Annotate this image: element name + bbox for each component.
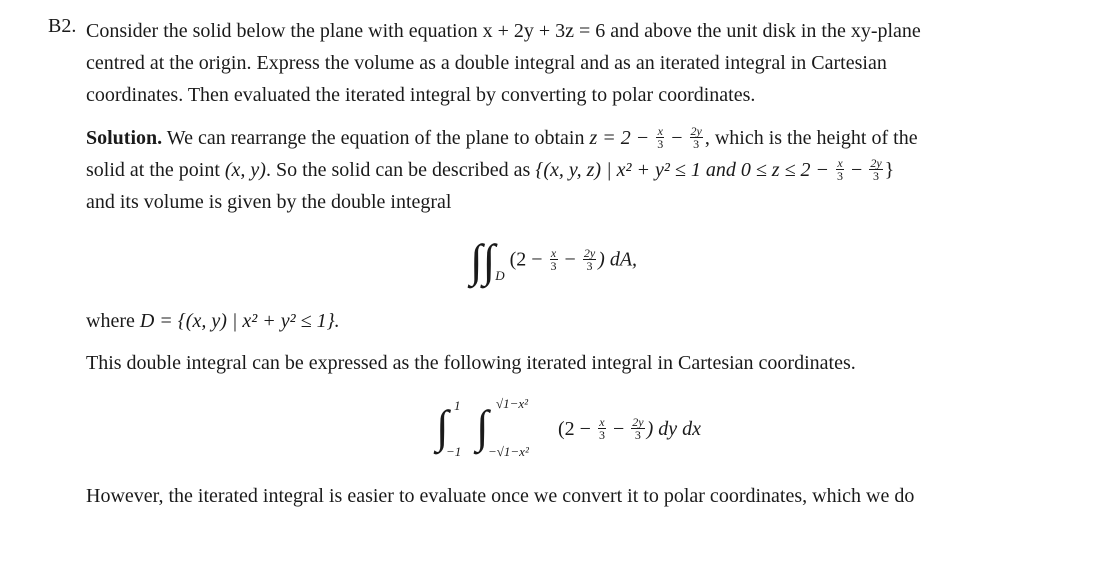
inner-lower-limit: −√1−x² — [488, 444, 529, 459]
solution-line-3: and its volume is given by the double integral — [86, 191, 452, 213]
double-integral-sign: ∫∫ — [470, 235, 496, 286]
outer-upper-limit: 1 — [454, 398, 461, 413]
fraction-2y-over-3: $\frac{2y}{3}$ — [690, 123, 702, 151]
solution-text-2b: . So the solid can be described as — [265, 159, 531, 181]
problem-line-2: centred at the origin. Express the volume as a double integral and as an iterated integral in Cartesian — [86, 52, 887, 74]
integrand-close-dA: ) dA, — [598, 248, 638, 271]
problem-line-1: Consider the solid below the plane with equation x + 2y + 3z = 6 and above the unit disk in the xy-plane — [86, 20, 921, 42]
iterated-integrand — [558, 415, 701, 443]
solution-text-2a: solid at the point — [86, 159, 220, 181]
solution-heading: Solution. — [86, 127, 163, 149]
iterated-minus: − — [612, 418, 625, 441]
problem-label: B2. — [48, 15, 77, 37]
fraction-x-over-3-set: $\frac{x}{3}$ — [837, 155, 844, 183]
solution-text-1a: We can rearrange the equation of the plane to obtain — [166, 127, 585, 149]
integrand-fraction-x: $\frac{x}{3}$ — [550, 245, 557, 273]
domain-expression: D = {(x, y) | x² + y² ≤ 1}. — [139, 310, 340, 332]
problem-line-3: coordinates. Then evaluated the iterated integral by converting to polar coordinates. — [86, 84, 756, 106]
iterated-integrand-open: (2 − — [558, 418, 591, 441]
inner-integral-sign: ∫ — [476, 401, 489, 452]
minus-sign: − — [671, 127, 683, 149]
iterated-integral-display — [436, 396, 756, 464]
solid-set-expression: {(x, y, z) | x² + y² ≤ 1 and 0 ≤ z ≤ 2 − — [535, 159, 830, 181]
domain-definition — [86, 305, 1082, 337]
where-text: where — [86, 310, 135, 332]
solution-paragraph — [86, 122, 1082, 218]
minus-sign-set: − — [851, 159, 863, 181]
set-close-brace: } — [884, 159, 895, 181]
closing-paragraph: However, the iterated integral is easier to evaluate once we convert it to polar coordinates, which we do — [86, 485, 915, 507]
solution-text-1b: , which is the height of the — [704, 127, 918, 149]
inner-upper-limit: √1−x² — [496, 396, 529, 411]
solution-line-1 — [86, 122, 1082, 154]
integrand-minus: − — [564, 248, 576, 271]
double-integral-display — [470, 235, 638, 286]
z-expression: z = 2 − — [589, 127, 650, 149]
iterated-intro: This double integral can be expressed as the following iterated integral in Cartesian coordinates. — [86, 352, 856, 374]
fraction-2y-over-3-set: $\frac{2y}{3}$ — [870, 155, 882, 183]
fraction-x-over-3: $\frac{x}{3}$ — [657, 123, 664, 151]
iterated-close-dydx: ) dy dx — [646, 418, 701, 441]
outer-integral-sign: ∫ — [436, 401, 449, 452]
iterated-fraction-2y: $\frac{2y}{3}$ — [632, 415, 644, 442]
outer-lower-limit: −1 — [446, 444, 462, 459]
problem-statement — [86, 15, 1082, 111]
solution-line-2 — [86, 154, 1082, 186]
domain-subscript: D — [495, 267, 505, 283]
integrand-open: (2 − — [509, 248, 543, 271]
point-expression: (x, y) — [224, 159, 266, 181]
integrand-fraction-2y: $\frac{2y}{3}$ — [583, 245, 596, 273]
iterated-fraction-x: $\frac{x}{3}$ — [598, 415, 605, 442]
